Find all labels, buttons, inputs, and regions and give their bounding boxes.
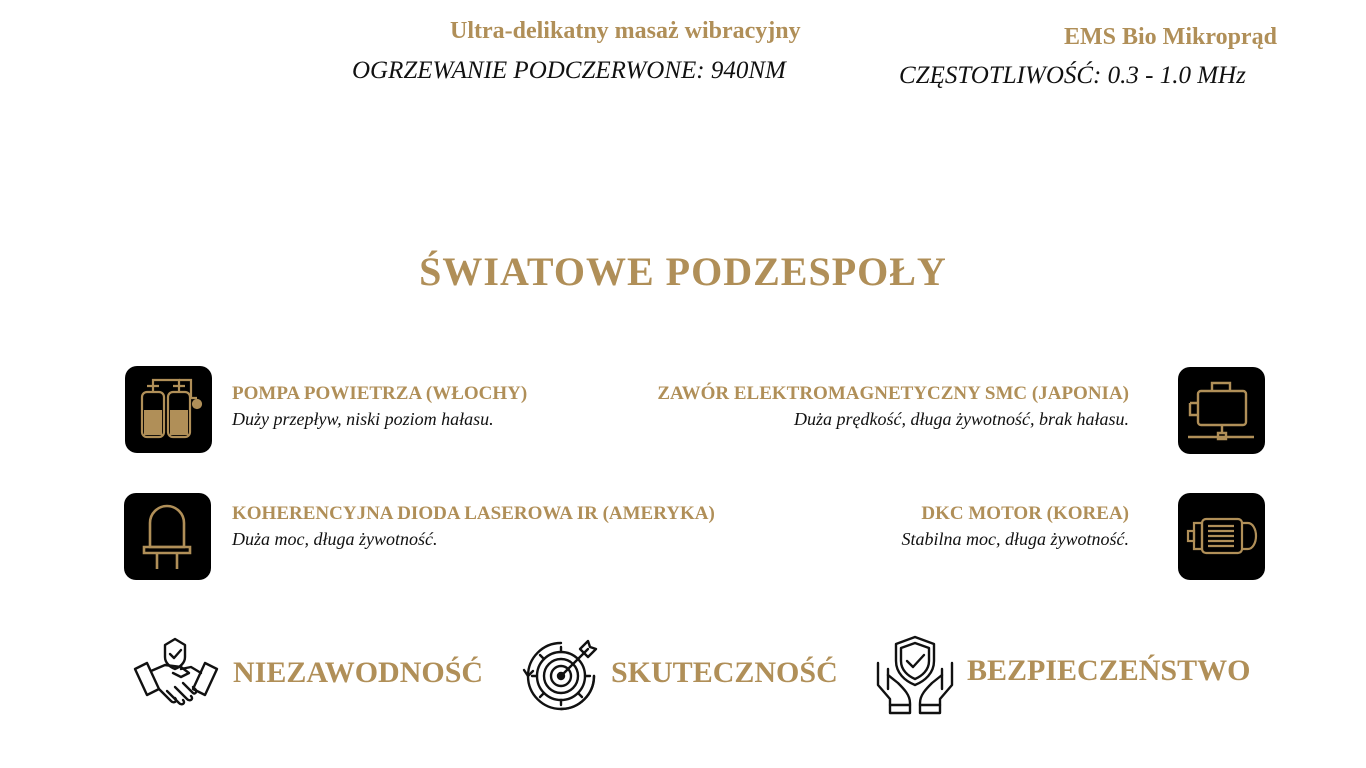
- component-desc-motor: Stabilna moc, długa żywotność.: [901, 529, 1129, 549]
- section-title: ŚWIATOWE PODZESPOŁY: [419, 249, 947, 294]
- feature-title-ems: EMS Bio Mikroprąd: [1064, 24, 1277, 50]
- component-desc-air-pump: Duży przepływ, niski poziom hałasu.: [232, 409, 494, 429]
- air-pump-icon: [125, 366, 212, 453]
- shield-hands-icon: [874, 633, 956, 717]
- target-gear-icon: [520, 635, 602, 717]
- component-desc-solenoid-valve: Duża prędkość, długa żywotność, brak hałasu.: [794, 409, 1129, 429]
- feature-value-frequency: CZĘSTOTLIWOŚĆ: 0.3 - 1.0 MHz: [899, 62, 1246, 89]
- component-name-solenoid-valve: ZAWÓR ELEKTROMAGNETYCZNY SMC (JAPONIA): [657, 383, 1129, 404]
- value-label-reliability: NIEZAWODNOŚĆ: [233, 656, 484, 689]
- component-desc-laser-diode: Duża moc, długa żywotność.: [232, 529, 438, 549]
- solenoid-valve-icon: [1178, 367, 1265, 454]
- value-label-safety: BEZPIECZEŃSTWO: [967, 654, 1251, 687]
- value-label-effectiveness: SKUTECZNOŚĆ: [611, 656, 838, 689]
- component-name-motor: DKC MOTOR (KOREA): [921, 503, 1129, 524]
- component-name-air-pump: POMPA POWIETRZA (WŁOCHY): [232, 383, 528, 404]
- motor-icon: [1178, 493, 1265, 580]
- laser-diode-icon: [124, 493, 211, 580]
- handshake-icon: [131, 633, 221, 717]
- feature-title-massage: Ultra-delikatny masaż wibracyjny: [450, 18, 801, 44]
- component-name-laser-diode: KOHERENCYJNA DIODA LASEROWA IR (AMERYKA): [232, 503, 715, 524]
- feature-value-infrared: OGRZEWANIE PODCZERWONE: 940NM: [352, 57, 786, 84]
